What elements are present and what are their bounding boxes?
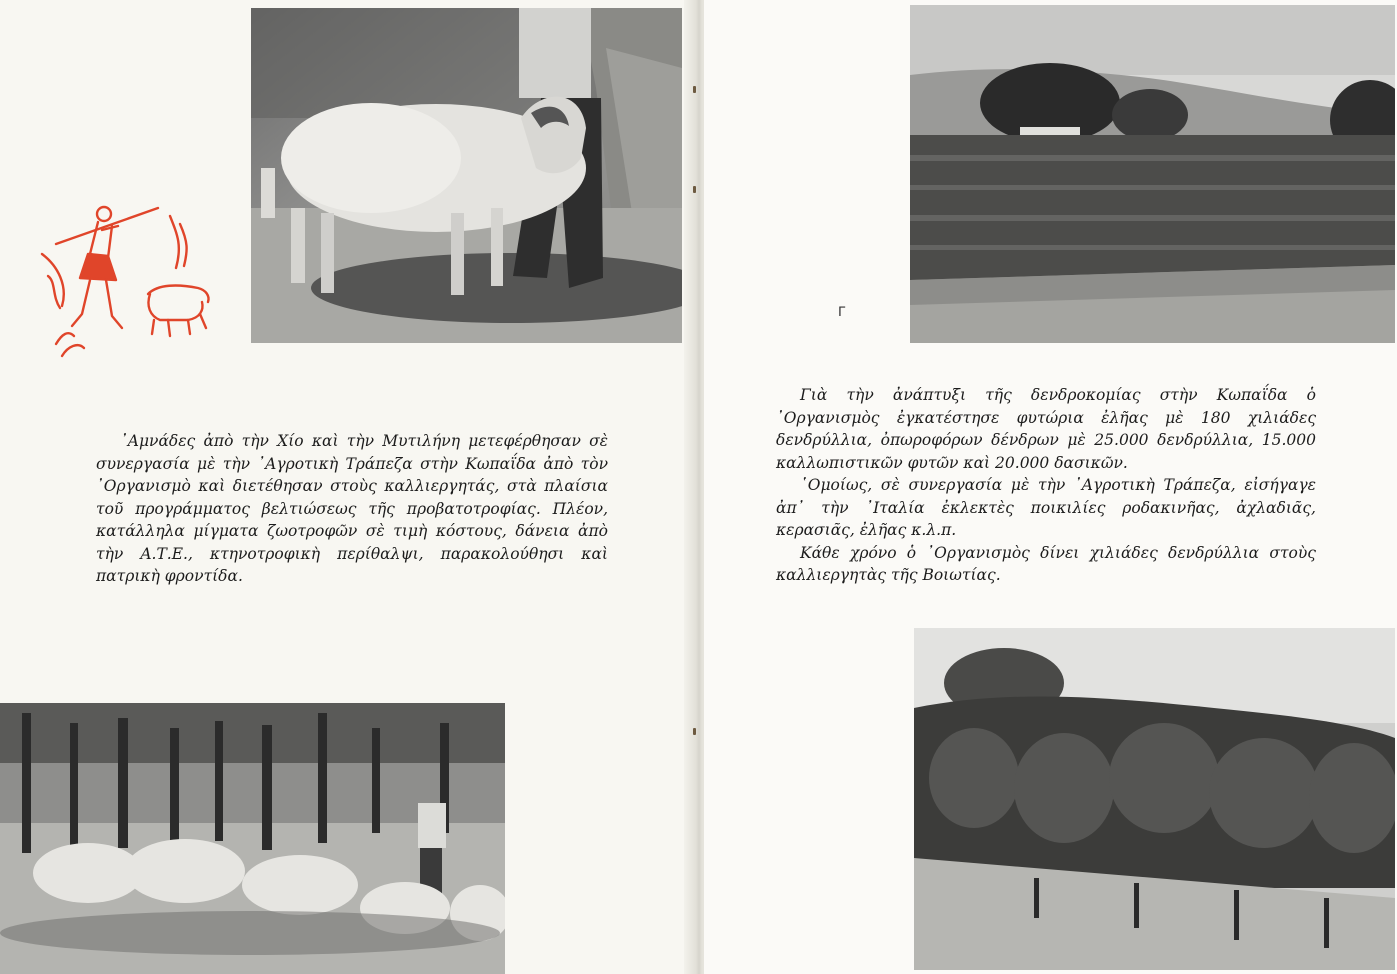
margin-mark: ᒥ <box>838 305 846 320</box>
sheep-caption-paragraph: ᾿Αμνάδες ἀπὸ τὴν Χίο καὶ τὴν Μυτιλήνη μετεφέρθησαν σὲ συνεργασία μὲ τὴν ᾿Αγροτικὴ Τράπεζα στὴν Κωπαΐδα ἀπὸ τὸν ᾿Οργανισμὸ καὶ διετέθησαν στοὺς καλλιεργητάς, στὰ πλαίσια τοῦ προγράμματος βελτιώσεως τῆς προβατοτροφίας. Πλέον, κατάλληλα μίγματα ζωοτροφῶν σὲ τιμὴ κόστους, δάνεια ἀπὸ τὴν Α.Τ.Ε., κτηνοτροφικὴ περίθαλψι, παρακολούθησι καὶ πατρικὴ φροντίδα. <box>96 432 608 585</box>
ram-photo <box>251 8 682 343</box>
orchard-caption <box>776 384 1316 587</box>
orchard-caption-paragraph-3: Κάθε χρόνο ὁ ᾿Οργανισμὸς δίνει χιλιάδες δενδρύλλια στοὺς καλλιεργητὰς τῆς Βοιωτίας. <box>776 543 1316 584</box>
orchard-photo <box>914 628 1395 970</box>
staple-middle <box>693 186 696 193</box>
shepherd-with-sheep-icon <box>38 196 230 371</box>
orchard-caption-paragraph-1: Γιὰ τὴν ἀνάπτυξι τῆς δενδροκομίας στὴν Κωπαΐδα ὁ ᾿Οργανισμὸς ἐγκατέστησε φυτώρια ἐλῆας μὲ 180 χιλιάδες δενδρύλλια, ὀπωροφόρων δένδρων μὲ 25.000 δενδρύλλια, 15.000 καλλωπιστικῶν φυτῶν καὶ 20.000 δασικῶν. <box>776 386 1316 472</box>
orchard-caption-paragraph-2: ῾Ομοίως, σὲ συνεργασία μὲ τὴν ᾿Αγροτικὴ Τράπεζα, εἰσήγαγε ἀπ᾿ τὴν ᾿Ιταλία ἐκλεκτὲς ποικιλίες ροδακινῆας, ἀχλαδιᾶς, κερασιᾶς, ἐλῆας κ.λ.π. <box>776 476 1316 539</box>
flock-photo <box>0 703 505 974</box>
left-page <box>0 0 694 974</box>
staple-top <box>693 86 696 93</box>
sheep-caption <box>96 430 608 588</box>
staple-bottom <box>693 728 696 735</box>
nursery-photo <box>910 5 1395 343</box>
